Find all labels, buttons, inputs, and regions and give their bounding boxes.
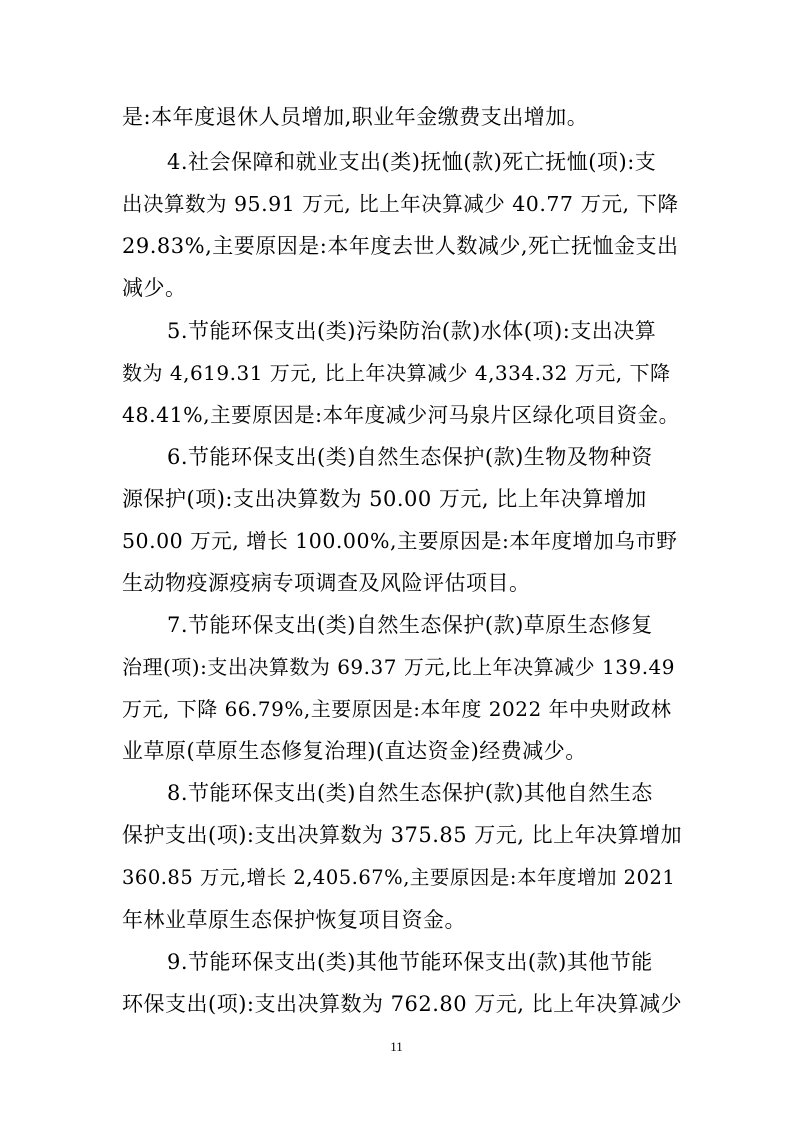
paragraph-line: 年林业草原生态保护恢复项目资金。: [122, 908, 466, 932]
paragraph-line: 48.41%,主要原因是:本年度减少河马泉片区绿化项目资金。: [122, 403, 680, 427]
paragraph-line: 8.节能环保支出(类)自然生态保护(款)其他自然生态: [167, 781, 653, 805]
paragraph-line: 业草原(草原生态修复治理)(直达资金)经费减少。: [122, 739, 587, 763]
paragraph-line: 生动物疫源疫病专项调查及风险评估项目。: [122, 571, 531, 595]
paragraph-line: 5.节能环保支出(类)污染防治(款)水体(项):支出决算: [167, 319, 657, 343]
paragraph-line: 治理(项):支出决算数为 69.37 万元,比上年决算减少 139.49: [122, 655, 676, 679]
paragraph-line: 29.83%,主要原因是:本年度去世人数减少,死亡抚恤金支出: [122, 234, 679, 258]
paragraph-line: 万元, 下降 66.79%,主要原因是:本年度 2022 年中央财政林: [122, 697, 672, 721]
paragraph-line: 环保支出(项):支出决算数为 762.80 万元, 比上年决算减少: [122, 992, 683, 1016]
paragraph-line: 减少。: [122, 276, 187, 300]
paragraph-line: 数为 4,619.31 万元, 比上年决算减少 4,334.32 万元, 下降: [122, 361, 671, 385]
paragraph-line: 7.节能环保支出(类)自然生态保护(款)草原生态修复: [167, 613, 653, 637]
paragraph-line: 50.00 万元, 增长 100.00%,主要原因是:本年度增加乌市野: [122, 529, 678, 553]
paragraph-line: 源保护(项):支出决算数为 50.00 万元, 比上年决算增加: [122, 487, 647, 511]
paragraph-line: 6.节能环保支出(类)自然生态保护(款)生物及物种资: [167, 445, 653, 469]
paragraph-line: 是:本年度退休人员增加,职业年金缴费支出增加。: [122, 105, 589, 129]
paragraph-line: 9.节能环保支出(类)其他节能环保支出(款)其他节能: [167, 950, 653, 974]
page-number: 11: [390, 1039, 403, 1054]
paragraph-line: 360.85 万元,增长 2,405.67%,主要原因是:本年度增加 2021: [122, 866, 676, 889]
paragraph-line: 出决算数为 95.91 万元, 比上年决算减少 40.77 万元, 下降: [122, 192, 679, 216]
paragraph-line: 保护支出(项):支出决算数为 375.85 万元, 比上年决算增加: [122, 823, 683, 847]
paragraph-line: 4.社会保障和就业支出(类)抚恤(款)死亡抚恤(项):支: [167, 150, 657, 174]
